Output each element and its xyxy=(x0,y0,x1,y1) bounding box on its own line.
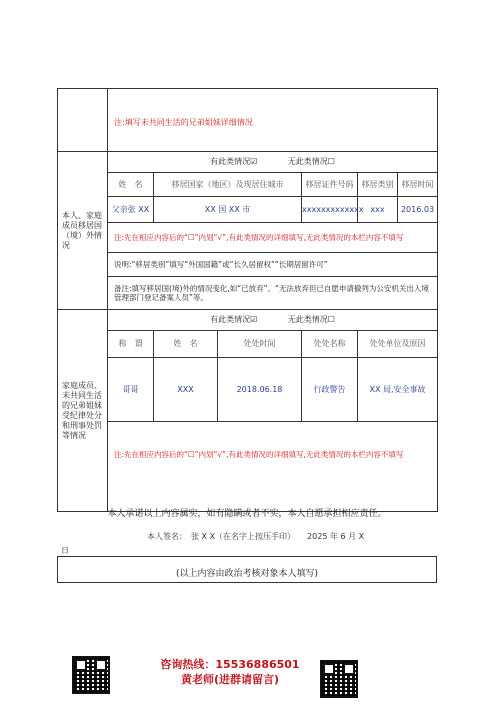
discipline-side-label: 家庭成员、未共同生活的兄弟姐妹受纪律处分和刑事处罚等情况 xyxy=(58,310,108,512)
disc-row-time: 2018.06.18 xyxy=(218,358,302,422)
discipline-has-label: 有此类情况 xyxy=(210,315,251,324)
emigration-red-note: 注:先在相应内容后的“☐”内划“√”,有此类情况的详细填写,无此类情况的本栏内容不填写 xyxy=(108,223,438,253)
disc-row-unit: XX 局,安全事故 xyxy=(358,358,438,422)
qr-code-left[interactable] xyxy=(72,656,110,694)
footer-box xyxy=(57,556,437,583)
disc-row-penalty: 行政警告 xyxy=(302,358,358,422)
emig-header-category: 移居类别 xyxy=(358,173,398,197)
emigration-note-1: 说明:“移居类别”填写“外国国籍”或“长久居留权”“长期居留许可” xyxy=(108,253,438,277)
top-note: 注:填写未共同生活的兄弟姐妹详细情况 xyxy=(108,89,438,152)
disc-header-unit: 处处单位及原因 xyxy=(358,331,438,358)
emigration-side-label: 本人、家庭成员移居国（境）外情况 xyxy=(58,152,108,310)
disc-header-penalty: 处处名称 xyxy=(302,331,358,358)
pledge-text: 本人承诺以上内容属实，如有隐瞒或者不实，本人自愿承担相应责任。 xyxy=(107,509,387,519)
emigration-none-label: 无此类情况 xyxy=(287,157,328,166)
emig-row-category: xxx xyxy=(358,197,398,223)
emigration-note-2: 备注:填写移居国(境)外的情况变化,如“已放弃”、“无法放弃但已自愿申请撤列为公安机关出入境管理部门登记备案人员”等。 xyxy=(108,277,438,310)
political-review-form xyxy=(57,88,438,512)
discipline-status-row xyxy=(108,310,438,331)
discipline-red-note: 注:先在相应内容后的“☐”内划“√”,有此类情况的详细填写,无此类情况的本栏内容不填写 xyxy=(108,422,438,512)
signature-tail: 日 xyxy=(61,546,69,555)
disc-header-name: 姓 名 xyxy=(154,331,218,358)
emig-header-name: 姓 名 xyxy=(108,173,154,197)
contact-hotline: 咨询热线：15536886501 xyxy=(160,658,300,671)
disc-row-name: XXX xyxy=(154,358,218,422)
emig-row-country: XX 国 XX 市 xyxy=(154,197,302,223)
contact-teacher: 黄老师(进群请留言) xyxy=(180,672,280,686)
disc-row-relation: 哥哥 xyxy=(108,358,154,422)
emig-header-doc: 移居证件号码 xyxy=(302,173,358,197)
emig-row-time: 2016.03 xyxy=(398,197,438,223)
emigration-status-row xyxy=(108,152,438,173)
disc-header-time: 处处时间 xyxy=(218,331,302,358)
emig-header-time: 移居时间 xyxy=(398,173,438,197)
emig-row-name: 父亲张 XX xyxy=(108,197,154,223)
qr-code-right[interactable] xyxy=(320,660,358,698)
emigration-none-checkbox[interactable]: ☐ xyxy=(327,157,335,166)
emigration-has-label: 有此类情况 xyxy=(210,157,251,166)
top-side-cell xyxy=(58,89,108,152)
emig-header-country: 移居国家（地区）及现居住城市 xyxy=(154,173,302,197)
emigration-has-checkbox[interactable]: ☑ xyxy=(250,157,258,166)
contact-block xyxy=(145,658,315,688)
disc-header-relation: 称 谓 xyxy=(108,331,154,358)
signature-line: 本人签名： 张 X X（在名字上按压手印） 2025 年 6 月 X xyxy=(147,532,365,541)
discipline-has-checkbox[interactable]: ☑ xyxy=(250,315,258,324)
emig-row-doc: xxxxxxxxxxxxx xyxy=(302,197,358,223)
discipline-none-label: 无此类情况 xyxy=(287,315,328,324)
footer-note: (以上内容由政治考核对象本人填写) xyxy=(175,569,319,579)
discipline-none-checkbox[interactable]: ☐ xyxy=(327,315,335,324)
